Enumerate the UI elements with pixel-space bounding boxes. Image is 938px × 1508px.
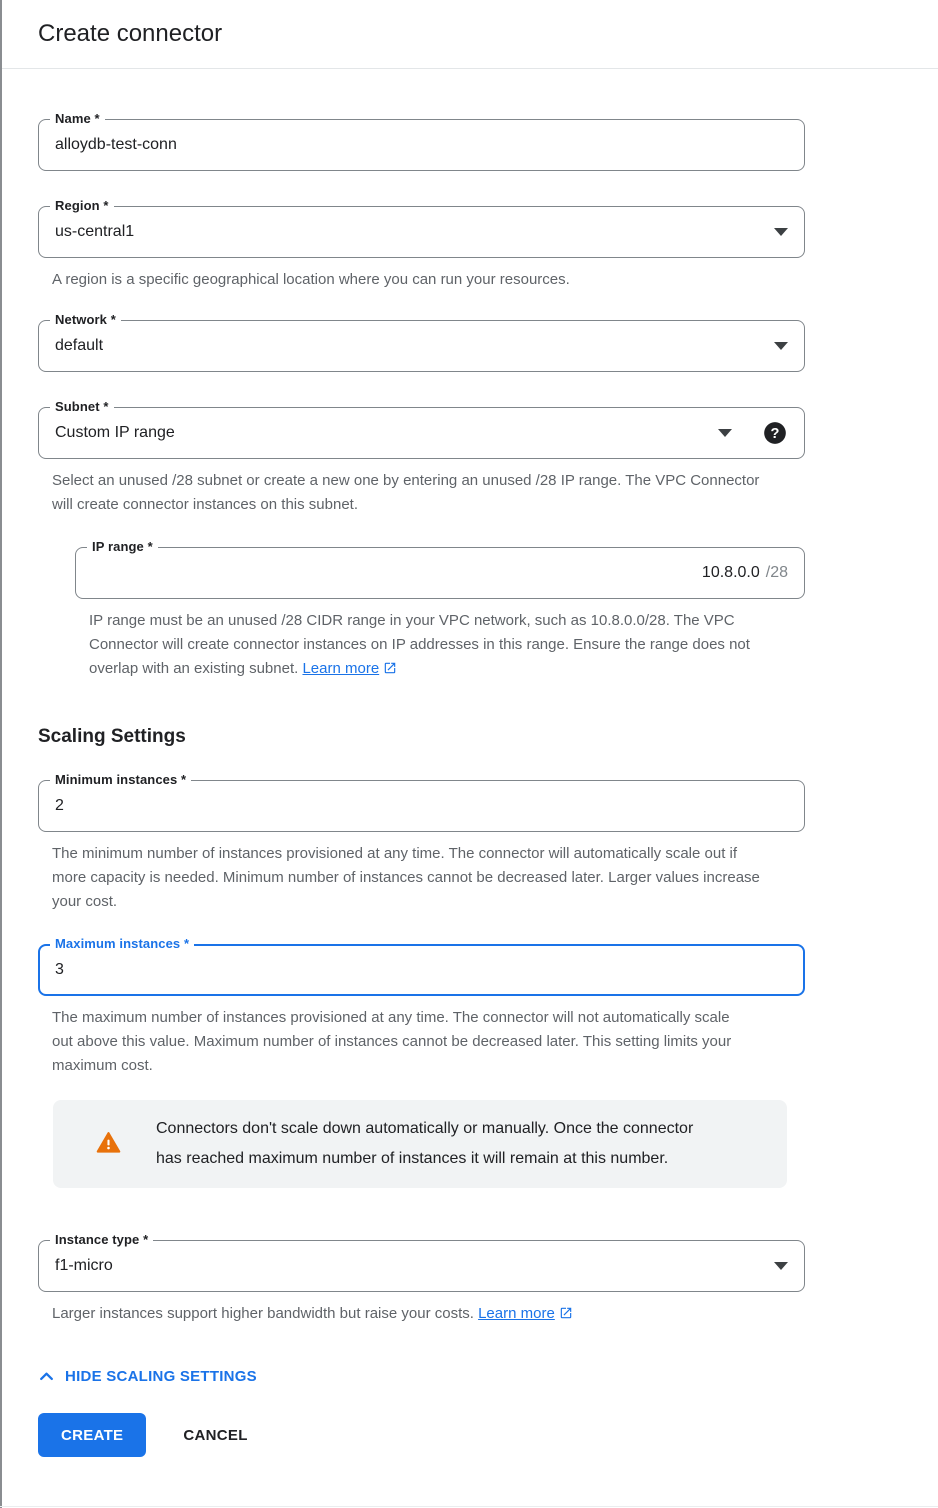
learn-more-label: Learn more [478, 1305, 555, 1322]
minimum-instances-field[interactable] [38, 772, 805, 832]
warning-icon [95, 1130, 122, 1155]
name-field-label: Name * [50, 111, 105, 127]
region-helper-text: A region is a specific geographical location where you can run your resources. [52, 271, 570, 288]
minimum-instances-helper-text: The minimum number of instances provisioned at any time. The connector will automatically scale out if more capacity is needed. Minimum number of instances cannot be decreased later. Larger values increase your cost. [52, 845, 760, 910]
hide-scaling-settings-button[interactable] [38, 1368, 257, 1385]
instance-type-helper-text [52, 1302, 805, 1326]
name-field[interactable] [38, 111, 805, 171]
instance-type-select[interactable] [38, 1232, 805, 1292]
scaling-settings-heading: Scaling Settings [38, 726, 186, 747]
ip-range-field-label: IP range * [87, 539, 158, 555]
form-actions [38, 1413, 805, 1457]
external-link-icon [559, 1306, 573, 1320]
chevron-down-icon [774, 228, 788, 236]
hide-scaling-settings-label: HIDE SCALING SETTINGS [65, 1368, 257, 1385]
chevron-down-icon [774, 342, 788, 350]
instance-type-helper-body: Larger instances support higher bandwidth but raise your costs. [52, 1305, 474, 1322]
region-select[interactable] [38, 198, 805, 258]
minimum-instances-input[interactable] [55, 797, 788, 815]
bottom-divider [0, 1506, 938, 1507]
chevron-down-icon [774, 1262, 788, 1270]
minimum-instances-label: Minimum instances * [50, 772, 191, 788]
help-icon[interactable] [762, 420, 788, 446]
panel-left-edge [0, 0, 2, 1508]
chevron-down-icon [718, 429, 732, 437]
chevron-up-icon [38, 1368, 55, 1385]
svg-text:?: ? [770, 426, 780, 443]
subnet-select-value: Custom IP range [55, 424, 175, 441]
instance-type-label: Instance type * [50, 1232, 153, 1248]
instance-type-learn-more-link[interactable] [478, 1305, 573, 1322]
warning-text: Connectors don't scale down automatically or manually. Once the connector has reached maximum number of instances it will remain at this number. [156, 1120, 694, 1167]
name-input[interactable] [55, 136, 788, 154]
subnet-helper-text: Select an unused /28 subnet or create a new one by entering an unused /28 IP range. The VPC Connector will create connector instances on this subnet. [52, 472, 760, 513]
maximum-instances-field[interactable] [38, 936, 805, 996]
cancel-button[interactable]: CANCEL [183, 1426, 248, 1444]
ip-range-helper-body: IP range must be an unused /28 CIDR range in your VPC network, such as 10.8.0.0/28. The VPC Connector will create connector instances on IP addresses in this range. Ensure the range does not overlap with an existing subnet. [89, 612, 750, 677]
maximum-instances-helper-text: The maximum number of instances provisioned at any time. The connector will not automatically scale out above this value. Maximum number of instances cannot be decreased later. This setting limits your maximum cost. [52, 1009, 732, 1074]
learn-more-label: Learn more [302, 660, 380, 677]
subnet-select[interactable] [38, 399, 805, 459]
region-select-label: Region * [50, 198, 114, 214]
ip-range-field[interactable] [75, 539, 805, 599]
network-select-value: default [55, 337, 104, 354]
warning-banner [53, 1100, 787, 1188]
network-select-label: Network * [50, 312, 121, 328]
page-title: Create connector [38, 20, 223, 47]
connector-form [0, 111, 938, 1457]
ip-range-learn-more-link[interactable] [302, 660, 397, 677]
maximum-instances-input[interactable] [55, 961, 788, 979]
region-select-value: us-central1 [55, 223, 135, 240]
instance-type-value: f1-micro [55, 1257, 113, 1274]
header-divider [0, 68, 938, 69]
maximum-instances-label: Maximum instances * [50, 936, 194, 952]
create-button[interactable]: CREATE [38, 1413, 146, 1457]
ip-range-input[interactable] [92, 564, 760, 582]
ip-range-helper-text [89, 609, 761, 681]
ip-range-suffix: /28 [765, 564, 788, 581]
network-select[interactable] [38, 312, 805, 372]
subnet-select-label: Subnet * [50, 399, 114, 415]
external-link-icon [383, 661, 397, 675]
